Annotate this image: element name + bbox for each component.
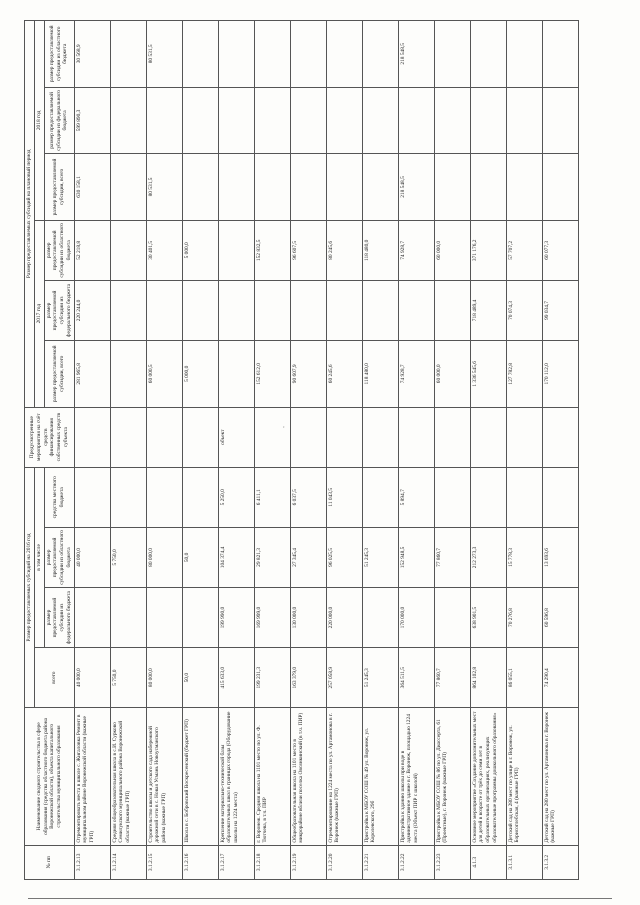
row-obl-2018	[290, 21, 326, 88]
row-planned	[74, 407, 110, 467]
row-fed-2018	[470, 87, 506, 154]
row-obl-2016: 27 345,4	[290, 527, 326, 587]
row-total-2018: 630 158,1	[74, 154, 110, 221]
header-local-2016: средства местного бюджета	[44, 467, 74, 527]
row-obl-2017: 60 077,3	[542, 220, 578, 280]
row-code: 3.1.2.17	[218, 845, 254, 879]
row-total-2018	[434, 154, 470, 221]
page-mark: ‚	[283, 424, 285, 429]
row-planned	[290, 407, 326, 467]
row-total-2017: 152 612,0	[254, 341, 290, 408]
row-fed-2016	[110, 587, 146, 647]
rotated-table-container	[24, 20, 608, 880]
row-planned: объект	[218, 407, 254, 467]
row-obl-2016: 77 860,7	[434, 527, 470, 587]
row-total-2017	[218, 341, 254, 408]
row-name: Крепление материально-технической базы образовательных школ в границах города (Оборудование школы на 1224 места)	[218, 708, 254, 845]
row-total-2018	[362, 154, 398, 221]
table-row	[110, 21, 146, 880]
row-total-2017	[110, 341, 146, 408]
row-code: 3.1.2.20	[326, 845, 362, 879]
row-planned	[182, 407, 218, 467]
row-fed-2017	[218, 280, 254, 340]
table-row	[254, 21, 290, 880]
row-fed-2016: 220 000,0	[326, 587, 362, 647]
row-fed-2016	[434, 587, 470, 647]
row-fed-2018	[506, 87, 542, 154]
row-obl-2016: 152 948,5	[398, 527, 434, 587]
table-row	[74, 21, 110, 880]
table-row	[182, 21, 218, 880]
row-obl-2018: 80 531,5	[146, 21, 182, 88]
header-planned: Предусмотренные мероприятия на счёт средств финансирования собственных средств субъекта	[25, 407, 75, 467]
row-code: 3.1.2.14	[110, 845, 146, 879]
row-total-2017: 74 928,7	[398, 341, 434, 408]
row-code: 3.1.2.23	[434, 845, 470, 879]
header-2016: Размер предоставляемых субсидий на 2016 год	[25, 467, 35, 708]
row-total-2017: 170 112,0	[542, 341, 578, 408]
row-total-2018	[290, 154, 326, 221]
bottom-rule	[28, 898, 612, 899]
row-total-2018	[182, 154, 218, 221]
row-fed-2016	[146, 587, 182, 647]
row-name: Детский сад на 280 мест по ул. Артамонова в г. Воронеж (важные ГРП)	[542, 708, 578, 845]
row-fed-2017	[398, 280, 434, 340]
row-fed-2017	[146, 280, 182, 340]
row-fed-2018	[362, 87, 398, 154]
row-fed-2017: 220 244,0	[74, 280, 110, 340]
row-name: Детский сад на 280 мест по улице в г. Воронеж, ул. Борисоглебская, 4 (важные ГРП)	[506, 708, 542, 845]
row-code: 3.1.2.15	[146, 845, 182, 879]
row-obl-2018	[182, 21, 218, 88]
row-obl-2016: 50,0	[182, 527, 218, 587]
row-obl-2018: 30 568,9	[74, 21, 110, 88]
row-local-2016	[434, 467, 470, 527]
row-total-2017: 60 000,5	[146, 341, 182, 408]
table-row	[218, 21, 254, 880]
row-local-2016: 5 894,7	[398, 467, 434, 527]
row-fed-2016	[74, 587, 110, 647]
row-fed-2018	[434, 87, 470, 154]
row-total-2016: 50,0	[182, 648, 218, 708]
header-fed-2017: размер предоставляемой субсидии из федерального бюджета	[44, 280, 74, 340]
row-total-2018	[326, 154, 362, 221]
header-future: Размер предоставляемых субсидий на плановый период	[25, 21, 35, 408]
row-planned	[110, 407, 146, 467]
row-obl-2018	[254, 21, 290, 88]
table-row	[362, 21, 398, 880]
row-total-2016: 74 290,4	[542, 648, 578, 708]
row-obl-2016: 15 778,3	[506, 527, 542, 587]
row-planned	[470, 407, 506, 467]
header-name: Наименование сводного строительства в сфере образования (средства областного бюджета района Воронежской области), объекта капитального строительства муниципального образования	[25, 708, 75, 845]
row-obl-2017	[110, 220, 146, 280]
row-total-2018: 218 548,5	[398, 154, 434, 221]
row-obl-2017: 57 707,2	[506, 220, 542, 280]
row-obl-2017: 60 000,0	[434, 220, 470, 280]
table-row	[506, 21, 542, 880]
row-total-2016: 864 102,8	[470, 648, 506, 708]
row-obl-2016: 29 821,3	[254, 527, 290, 587]
row-fed-2016: 169 999,0	[254, 587, 290, 647]
row-local-2016: 5 250,0	[218, 467, 254, 527]
row-obl-2018	[542, 21, 578, 88]
header-fed-2016: размер предоставляемой субсидии из федерального бюджета	[44, 587, 74, 647]
header-num: № пп	[25, 845, 75, 879]
row-total-2018	[254, 154, 290, 221]
row-total-2016: 364 511,5	[398, 648, 434, 708]
row-fed-2018	[218, 87, 254, 154]
table-row	[434, 21, 470, 880]
row-fed-2018	[110, 87, 146, 154]
table-row	[326, 21, 362, 880]
row-fed-2016: 170 000,0	[398, 587, 434, 647]
row-local-2016	[542, 467, 578, 527]
row-fed-2016	[182, 587, 218, 647]
row-name: Строительство школы и детского сада набережной дорожной сети в с. Новая Усмань Новоусманского района (важные ГРП)	[146, 708, 182, 845]
row-total-2017: 1 336 545,6	[470, 341, 506, 408]
table-row	[398, 21, 434, 880]
row-fed-2016: 130 000,0	[290, 587, 326, 647]
row-code: 3.1.2.19	[290, 845, 326, 879]
row-fed-2016	[362, 587, 398, 647]
row-obl-2016: 212 273,3	[470, 527, 506, 587]
row-total-2018: 80 531,5	[146, 154, 182, 221]
row-obl-2016: 96 025,5	[326, 527, 362, 587]
row-obl-2016: 5 750,0	[110, 527, 146, 587]
row-name: Общеобразовательная школа на 1101 место в микрорайоне вблизи поселка Овсянкинский (в т.ч. ПИР)	[290, 708, 326, 845]
row-total-2018	[506, 154, 542, 221]
row-total-2016: 415 633,0	[218, 648, 254, 708]
row-total-2017: 90 607,9	[290, 341, 326, 408]
row-total-2018	[110, 154, 146, 221]
row-total-2016: 257 058,9	[326, 648, 362, 708]
row-local-2016	[470, 467, 506, 527]
row-code: 3.1.2.22	[398, 845, 434, 879]
row-fed-2018	[146, 87, 182, 154]
row-total-2016: 51 245,3	[362, 648, 398, 708]
row-code: 3.1.3.2	[542, 845, 578, 879]
header-obl-2017: размер предоставляемой субсидии из областного бюджета	[44, 220, 74, 280]
row-fed-2017	[254, 280, 290, 340]
row-obl-2016: 13 693,6	[542, 527, 578, 587]
row-total-2017: 60 245,6	[326, 341, 362, 408]
row-obl-2018	[506, 21, 542, 88]
row-fed-2017: 99 034,7	[542, 280, 578, 340]
row-planned	[146, 407, 182, 467]
row-fed-2017	[362, 280, 398, 340]
row-fed-2016: 60 596,8	[542, 587, 578, 647]
row-local-2016: 6 037,5	[290, 467, 326, 527]
row-total-2017: 60 000,0	[434, 341, 470, 408]
row-fed-2017	[290, 280, 326, 340]
row-code: 3.1.3.1	[506, 845, 542, 879]
header-obl-2018: размер предоставляемой субсидии из областного бюджета	[44, 21, 74, 88]
row-code: 3.1.2.16	[182, 845, 218, 879]
row-local-2016	[182, 467, 218, 527]
row-name: Отремонтировать места в школе с. Жигаловка Ремонт в муниципальном районе Воронежской области (важные ГРП)	[74, 708, 110, 845]
row-obl-2017	[218, 220, 254, 280]
row-fed-2017	[110, 280, 146, 340]
row-code: 4.1.3	[470, 845, 506, 879]
header-fed-2018: размер предоставляемой субсидии из федерального бюджета	[44, 87, 74, 154]
row-name: Пристройка к МБОУ СОШ № 86 по ул. Диассерта, 61 (Проектные), г. Воронеж (важные ГРП)	[434, 708, 470, 845]
row-total-2017: 5 000,0	[182, 341, 218, 408]
row-fed-2017: 70 074,3	[506, 280, 542, 340]
row-name: г. Воронеж. Средняя школа на 1101 место по ул. Ф. Тютчева, в т.ч. ПИР	[254, 708, 290, 845]
row-code: 3.1.2.18	[254, 845, 290, 879]
row-fed-2018	[182, 87, 218, 154]
row-local-2016: 11 043,5	[326, 467, 362, 527]
row-total-2016: 5 750,0	[110, 648, 146, 708]
header-incl: в том числе	[34, 467, 44, 647]
row-obl-2017: 371 176,2	[470, 220, 506, 280]
row-obl-2017: 152 832,5	[254, 220, 290, 280]
row-fed-2016: 638 901,5	[470, 587, 506, 647]
row-obl-2017: 52 218,8	[74, 220, 110, 280]
row-name: Пристройка к МБОУ СОШ № 49 ул. Воронеж, ул. Королевского, 29б	[362, 708, 398, 845]
row-total-2016: 86 055,1	[506, 648, 542, 708]
row-planned	[326, 407, 362, 467]
row-total-2016: 163 379,0	[290, 648, 326, 708]
row-total-2016: 77 860,7	[434, 648, 470, 708]
row-fed-2017: 718 489,4	[470, 280, 506, 340]
row-obl-2016: 51 245,3	[362, 527, 398, 587]
row-code: 3.1.2.21	[362, 845, 398, 879]
row-obl-2018	[218, 21, 254, 88]
row-total-2018	[542, 154, 578, 221]
row-fed-2017	[182, 280, 218, 340]
row-code: 3.1.2.13	[74, 845, 110, 879]
row-fed-2018	[254, 87, 290, 154]
row-total-2016: 40 000,0	[74, 648, 110, 708]
row-total-2016: 199 231,3	[254, 648, 290, 708]
row-fed-2017	[434, 280, 470, 340]
row-fed-2016: 70 276,8	[506, 587, 542, 647]
row-planned	[506, 407, 542, 467]
row-obl-2018	[434, 21, 470, 88]
table-row	[470, 21, 506, 880]
header-year-2017: 2017 год	[34, 220, 44, 407]
table-row	[290, 21, 326, 880]
row-name: Основное мероприятие «Создание дополнительных мест для детей в возрасте от трёх до семи лет в образовательных организациях, реализующих образовательные программы дошкольного образования»	[470, 708, 506, 845]
table-row	[542, 21, 578, 880]
row-obl-2017: 96 607,5	[290, 220, 326, 280]
row-total-2018	[218, 154, 254, 221]
row-obl-2016: 80 000,0	[146, 527, 182, 587]
row-obl-2018	[470, 21, 506, 88]
row-local-2016	[506, 467, 542, 527]
header-total-2017: размер предоставляемой субсидии, всего	[44, 341, 74, 408]
row-total-2018	[470, 154, 506, 221]
row-obl-2018	[326, 21, 362, 88]
row-obl-2018	[110, 21, 146, 88]
row-obl-2017: 30 401,5	[146, 220, 182, 280]
row-planned	[542, 407, 578, 467]
header-obl-2016: размер предоставляемой субсидии из областного бюджета	[44, 527, 74, 587]
row-obl-2017: 5 000,0	[182, 220, 218, 280]
row-local-2016	[362, 467, 398, 527]
row-planned	[362, 407, 398, 467]
row-name: Пристройка к зданию школы при воде в административное здание в г. Воронеж, площадью 1224 места (Объект ПИР с школой)	[398, 708, 434, 845]
row-total-2017: 118 480,0	[362, 341, 398, 408]
row-obl-2016: 40 000,0	[74, 527, 110, 587]
row-local-2016: 6 411,1	[254, 467, 290, 527]
row-obl-2018: 218 548,5	[398, 21, 434, 88]
row-total-2016: 80 000,0	[146, 648, 182, 708]
row-name: Школа в с. Бобровский Воскресенский (бюджет ГРП)	[182, 708, 218, 845]
row-fed-2017	[326, 280, 362, 340]
row-local-2016	[74, 467, 110, 527]
row-fed-2018	[398, 87, 434, 154]
row-obl-2017: 118 480,0	[362, 220, 398, 280]
header-year-2018: 2018 год	[34, 21, 44, 221]
row-fed-2016: 199 990,0	[218, 587, 254, 647]
subsidy-table	[24, 20, 579, 880]
row-obl-2017: 74 928,7	[398, 220, 434, 280]
row-planned	[434, 407, 470, 467]
row-fed-2018	[290, 87, 326, 154]
row-planned	[254, 407, 290, 467]
row-fed-2018: 599 890,3	[74, 87, 110, 154]
row-name: Средняя общеобразовательная школа в с.И. Сурково Семилукского муниципального района Воронежской области (важные ГРП)	[110, 708, 146, 845]
row-total-2017: 127 782,8	[506, 341, 542, 408]
row-obl-2018	[362, 21, 398, 88]
row-total-2017: 281 965,8	[74, 341, 110, 408]
row-fed-2018	[326, 87, 362, 154]
row-obl-2017: 80 245,6	[326, 220, 362, 280]
row-local-2016	[146, 467, 182, 527]
row-planned	[398, 407, 434, 467]
row-local-2016	[110, 467, 146, 527]
table-row	[146, 21, 182, 880]
row-obl-2016: 104 374,4	[218, 527, 254, 587]
header-total: всего	[34, 648, 74, 708]
header-total-2018: размер предоставляемой субсидии, всего	[44, 154, 74, 221]
row-name: Отремонтирование на 1224 места по ул. Артамонова в г. Воронеж (важные ГРП)	[326, 708, 362, 845]
row-fed-2018	[542, 87, 578, 154]
